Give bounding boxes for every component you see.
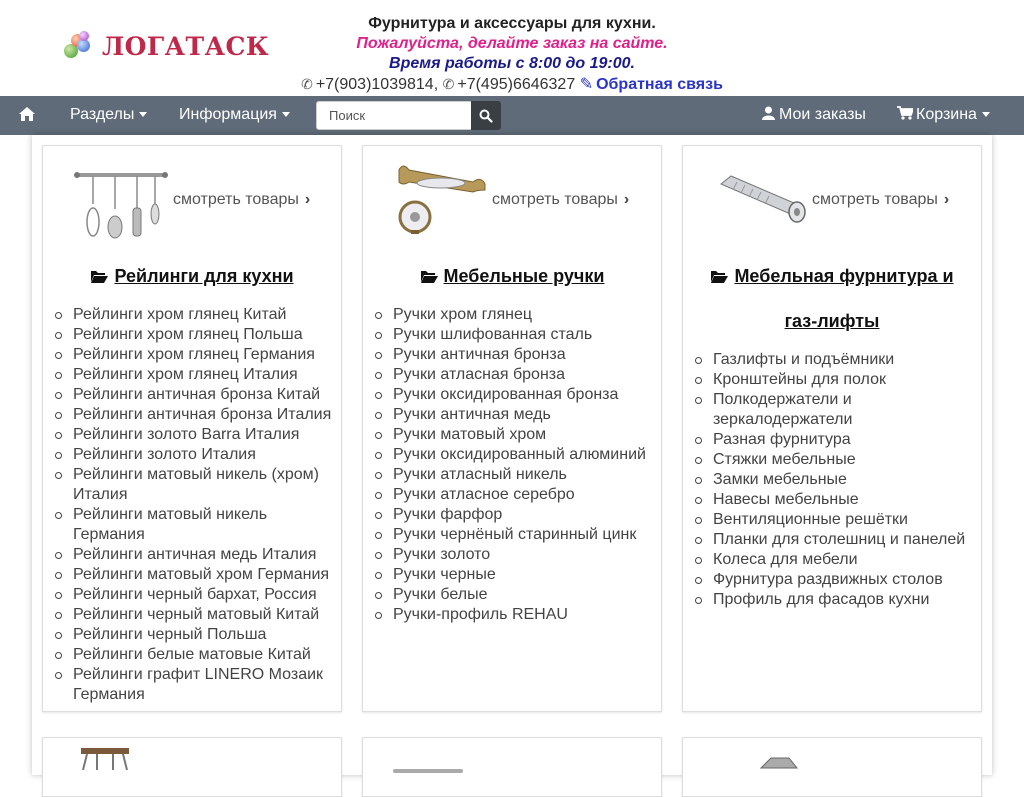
- see-goods-link[interactable]: смотреть товары ›: [173, 191, 311, 208]
- category-image[interactable]: [393, 762, 463, 780]
- list-item[interactable]: Навесы мебельные: [713, 490, 981, 510]
- category-card-handles: [362, 145, 662, 712]
- list-item[interactable]: Рейлинги античная бронза Италия: [73, 405, 341, 425]
- category-title[interactable]: Рейлинги для кухни: [63, 254, 321, 299]
- header-info: [290, 14, 734, 95]
- folder-open-icon: [90, 269, 108, 284]
- list-item[interactable]: Ручки античная медь: [393, 405, 661, 425]
- category-image[interactable]: [77, 746, 133, 775]
- my-orders-link[interactable]: [762, 106, 866, 124]
- list-item[interactable]: Рейлинги хром глянец Китай: [73, 305, 341, 325]
- my-orders-label: Мои заказы: [779, 106, 866, 123]
- fittings-image[interactable]: [717, 168, 809, 237]
- list-item[interactable]: Рейлинги черный Польша: [73, 625, 341, 645]
- category-card-partial: [362, 737, 662, 797]
- list-item[interactable]: Рейлинги матовый хром Германия: [73, 565, 341, 585]
- list-item[interactable]: Рейлинги античная бронза Китай: [73, 385, 341, 405]
- list-item[interactable]: Рейлинги античная медь Италия: [73, 545, 341, 565]
- list-item[interactable]: Ручки матовый хром: [393, 425, 661, 445]
- list-item[interactable]: Профиль для фасадов кухни: [713, 590, 981, 610]
- list-item[interactable]: Рейлинги золото Barra Италия: [73, 425, 341, 445]
- category-card-partial: [42, 737, 342, 797]
- subcategory-list: [713, 350, 981, 610]
- list-item[interactable]: Рейлинги черный матовый Китай: [73, 605, 341, 625]
- list-item[interactable]: Вентиляционные решётки: [713, 510, 981, 530]
- list-item[interactable]: Ручки античная бронза: [393, 345, 661, 365]
- search-input[interactable]: [316, 101, 472, 130]
- list-item[interactable]: Ручки фарфор: [393, 505, 661, 525]
- list-item[interactable]: Рейлинги хром глянец Германия: [73, 345, 341, 365]
- list-item[interactable]: Ручки-профиль REHAU: [393, 605, 661, 625]
- logo-text: ЛОГАТАСК: [102, 31, 270, 61]
- site-header: [0, 0, 1024, 96]
- main-navbar: [0, 96, 1024, 135]
- nav-info-dropdown[interactable]: [179, 106, 290, 124]
- folder-open-icon: [710, 269, 728, 284]
- see-goods-link[interactable]: смотреть товары ›: [492, 191, 630, 208]
- list-item[interactable]: Рейлинги хром глянец Польша: [73, 325, 341, 345]
- phone-separator: ,: [433, 76, 439, 93]
- list-item[interactable]: Рейлинги графит LINERO Мозаик Германия: [73, 665, 341, 705]
- list-item[interactable]: Колеса для мебели: [713, 550, 981, 570]
- header-contacts: [290, 74, 734, 95]
- list-item[interactable]: Ручки оксидированный алюминий: [393, 445, 661, 465]
- search-button[interactable]: [471, 101, 501, 130]
- phone-2[interactable]: +7(495)6646327: [457, 76, 576, 93]
- list-item[interactable]: Рейлинги хром глянец Италия: [73, 365, 341, 385]
- list-item[interactable]: Ручки белые: [393, 585, 661, 605]
- list-item[interactable]: Ручки атласная бронза: [393, 365, 661, 385]
- list-item[interactable]: Газлифты и подъёмники: [713, 350, 981, 370]
- list-item[interactable]: Ручки атласный никель: [393, 465, 661, 485]
- catalog-container: [32, 135, 992, 775]
- caret-down-icon: [982, 112, 990, 117]
- caret-down-icon: [139, 112, 147, 117]
- category-title[interactable]: Мебельные ручки: [383, 254, 641, 299]
- list-item[interactable]: Полкодержатели и зеркалодержатели: [713, 390, 981, 430]
- list-item[interactable]: Ручки черные: [393, 565, 661, 585]
- list-item[interactable]: Рейлинги черный бархат, Россия: [73, 585, 341, 605]
- search-icon: [479, 109, 493, 123]
- chevron-right-icon: ›: [943, 191, 950, 208]
- chevron-right-icon: ›: [304, 191, 311, 208]
- header-work-hours: Время работы с 8:00 до 19:00.: [389, 55, 635, 72]
- category-title[interactable]: Мебельная фурнитура и газ-лифты: [703, 254, 961, 344]
- list-item[interactable]: Фурнитура раздвижных столов: [713, 570, 981, 590]
- list-item[interactable]: Ручки шлифованная сталь: [393, 325, 661, 345]
- list-item[interactable]: Кронштейны для полок: [713, 370, 981, 390]
- logo-balls-icon: [64, 30, 92, 62]
- see-goods-link[interactable]: смотреть товары ›: [812, 191, 950, 208]
- list-item[interactable]: Замки мебельные: [713, 470, 981, 490]
- phone-1[interactable]: +7(903)1039814: [315, 76, 434, 93]
- list-item[interactable]: Рейлинги белые матовые Китай: [73, 645, 341, 665]
- nav-info-label: Информация: [179, 106, 277, 123]
- site-logo[interactable]: [64, 30, 269, 62]
- category-card-partial: [682, 737, 982, 797]
- list-item[interactable]: Ручки оксидированная бронза: [393, 385, 661, 405]
- nav-sections-dropdown[interactable]: [70, 106, 147, 124]
- list-item[interactable]: Рейлинги матовый никель Германия: [73, 505, 341, 545]
- user-icon: [762, 106, 775, 120]
- list-item[interactable]: Стяжки мебельные: [713, 450, 981, 470]
- cart-dropdown[interactable]: [897, 106, 990, 124]
- list-item[interactable]: Рейлинги золото Италия: [73, 445, 341, 465]
- list-item[interactable]: Ручки атласное серебро: [393, 485, 661, 505]
- folder-open-icon: [420, 269, 438, 284]
- home-icon[interactable]: [18, 105, 36, 125]
- header-order-note: Пожалуйста, делайте заказ на сайте.: [356, 35, 668, 52]
- list-item[interactable]: Ручки чернёный старинный цинк: [393, 525, 661, 545]
- chevron-right-icon: ›: [623, 191, 630, 208]
- list-item[interactable]: Разная фурнитура: [713, 430, 981, 450]
- category-card-furniture-fittings: [682, 145, 982, 712]
- subcategory-list: [73, 305, 341, 705]
- header-tagline: Фурнитура и аксессуары для кухни.: [368, 15, 656, 32]
- category-image[interactable]: [759, 756, 799, 775]
- railing-image[interactable]: [73, 164, 169, 249]
- pencil-icon: ✎: [579, 76, 594, 93]
- nav-sections-label: Разделы: [70, 106, 135, 123]
- list-item[interactable]: Планки для столешниц и панелей: [713, 530, 981, 550]
- subcategory-list: [393, 305, 661, 625]
- list-item[interactable]: Ручки золото: [393, 545, 661, 565]
- list-item[interactable]: Ручки хром глянец: [393, 305, 661, 325]
- phone-icon: ✆: [442, 76, 455, 92]
- cart-icon: [897, 106, 913, 120]
- cart-label: Корзина: [916, 106, 977, 123]
- feedback-link[interactable]: Обратная связь: [596, 76, 723, 93]
- caret-down-icon: [282, 112, 290, 117]
- list-item[interactable]: Рейлинги матовый никель (хром) Италия: [73, 465, 341, 505]
- phone-icon: ✆: [301, 76, 313, 92]
- handles-image[interactable]: [393, 160, 489, 241]
- category-card-railings: [42, 145, 342, 712]
